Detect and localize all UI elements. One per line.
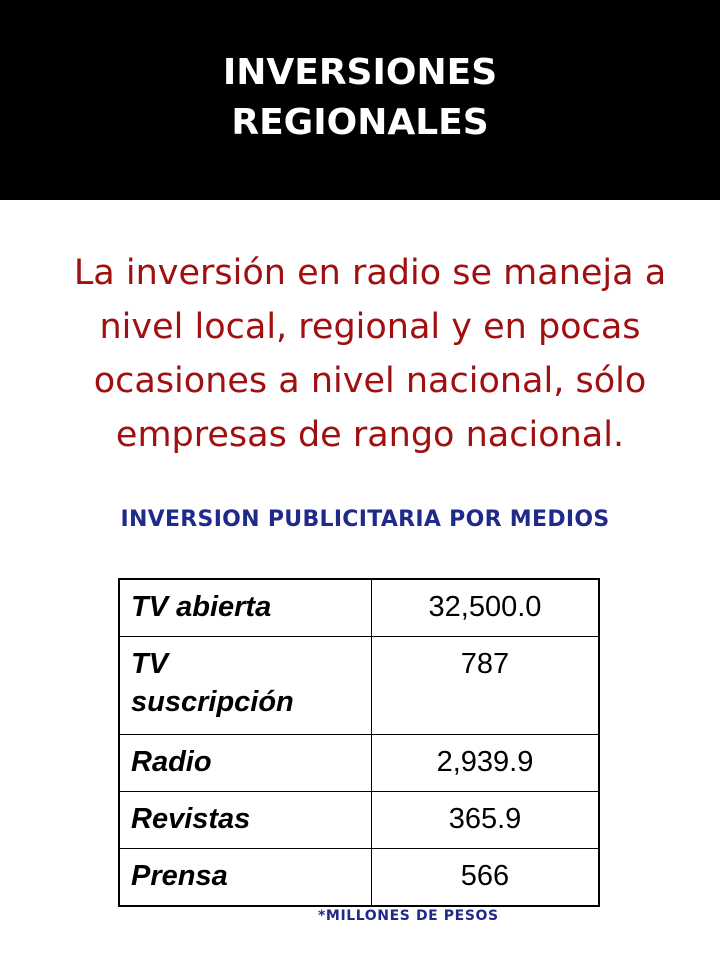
media-value: 787: [372, 637, 600, 735]
page-title-line-2: REGIONALES: [231, 102, 489, 143]
section-title: INVERSION PUBLICITARIA POR MEDIOS: [120, 507, 610, 532]
media-value: 2,939.9: [372, 735, 600, 792]
page-title: [0, 48, 720, 148]
media-value: 566: [372, 849, 600, 907]
media-label: Radio: [131, 746, 212, 778]
table-row: [119, 579, 599, 637]
media-label-cell: [119, 849, 372, 907]
table-row: [119, 735, 599, 792]
media-value: 365.9: [372, 792, 600, 849]
table-row: [119, 849, 599, 907]
media-label-cell: [119, 735, 372, 792]
body-line: ocasiones a nivel nacional, sólo: [93, 361, 647, 401]
media-label-continued: suscripción: [131, 686, 294, 718]
body-line: empresas de rango nacional.: [115, 415, 625, 455]
media-label: TV: [131, 648, 169, 680]
page-title-line-1: INVERSIONES: [222, 52, 498, 93]
header-banner: [0, 0, 720, 200]
media-label-cell: [119, 637, 372, 735]
media-label: Revistas: [131, 803, 251, 835]
body-line: nivel local, regional y en pocas: [99, 307, 641, 347]
media-value: 32,500.0: [372, 579, 600, 637]
body-paragraph: [30, 246, 710, 462]
media-label-cell: [119, 579, 372, 637]
table-row: [119, 637, 599, 735]
media-label-cell: [119, 792, 372, 849]
media-label: TV abierta: [131, 591, 272, 623]
units-footnote: *MILLONES DE PESOS: [318, 908, 499, 924]
table-row: [119, 792, 599, 849]
media-investment-table: [118, 578, 600, 907]
body-line: La inversión en radio se maneja a: [73, 253, 667, 293]
media-label: Prensa: [131, 860, 228, 892]
